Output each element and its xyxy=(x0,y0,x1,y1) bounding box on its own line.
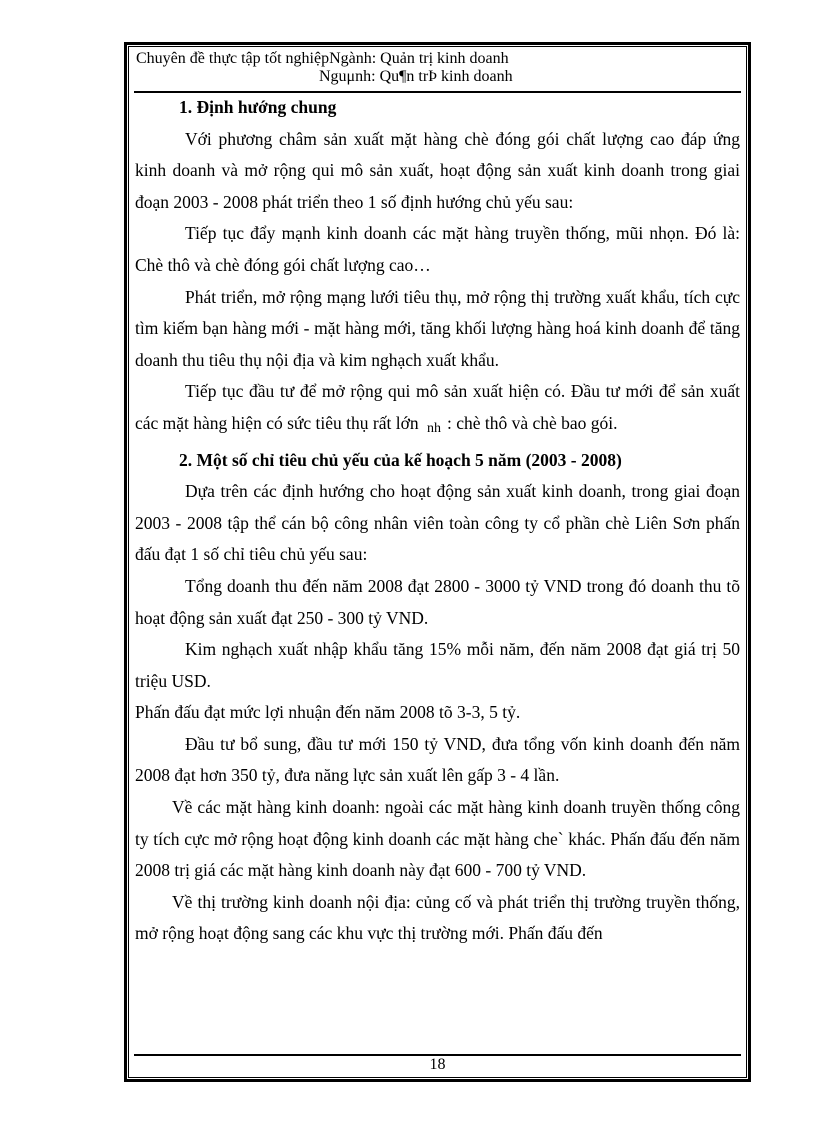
section-1-paragraph-4-text: Tiếp tục đầu tư để mở rộng qui mô sản xuất hiện có. Đầu tư mới để sản xuất các mặt hàng hiện có sức tiêu thụ rất lớn xyxy=(135,381,740,433)
document-body xyxy=(135,92,740,950)
section-1-paragraph-1: Với phương châm sản xuất mặt hàng chè đóng gói chất lượng cao đáp ứng kinh doanh và mở rộng qui mô sản xuất, hoạt động sản xuất kinh doanh trong giai đoạn 2003 - 2008 phát triển theo 1 số định hướng chủ yếu sau: xyxy=(135,128,740,212)
section-1-paragraph-3: Phát triển, mở rộng mạng lưới tiêu thụ, mở rộng thị trường xuất khẩu, tích cực tìm kiếm bạn hàng mới - mặt hàng mới, tăng khối lượng hàng hoá kinh doanh để tăng doanh thu tiêu thụ nội địa và kim nghạch xuất khẩu. xyxy=(135,286,740,370)
section-2-paragraph-7: Về thị trường kinh doanh nội địa: củng cố và phát triển thị trường truyền thống, mở rộng hoạt động sang các khu vực thị trường mới. Phấn đấu đến xyxy=(135,891,740,944)
header-line-2: Nguμnh: Qu¶n trÞ kinh doanh xyxy=(319,68,513,85)
section-2-paragraph-4: Phấn đấu đạt mức lợi nhuận đến năm 2008 tõ 3-3, 5 tỷ. xyxy=(135,702,521,723)
section-2-paragraph-2: Tổng doanh thu đến năm 2008 đạt 2800 - 3000 tỷ VND trong đó doanh thu tõ hoạt động sản xuất đạt 250 - 300 tỷ VND. xyxy=(135,575,740,628)
section-2-paragraph-3: Kim nghạch xuất nhập khẩu tăng 15% mỗi năm, đến năm 2008 đạt giá trị 50 triệu USD. xyxy=(135,639,740,691)
section-2-paragraph-5: Đầu tư bổ sung, đầu tư mới 150 tỷ VND, đưa tổng vốn kinh doanh đến năm 2008 đạt hơn 350 tỷ, đưa năng lực sản xuất lên gấp 3 - 4 lần. xyxy=(135,733,740,786)
header-line-1: Chuyên đề thực tập tốt nghiệpNgành: Quản trị kinh doanh xyxy=(136,50,509,67)
section-1-paragraph-2: Tiếp tục đẩy mạnh kinh doanh các mặt hàng truyền thống, mũi nhọn. Đó là: Chè thô và chè đóng gói chất lượng cao… xyxy=(135,223,740,275)
section-1-paragraph-4 xyxy=(135,376,740,444)
section-1-paragraph-4-subscript: nh xyxy=(426,420,441,436)
section-2-heading: 2. Một số chỉ tiêu chủ yếu của kế hoạch 5 năm (2003 - 2008) xyxy=(179,449,622,470)
section-2-paragraph-6: Về các mặt hàng kinh doanh: ngoài các mặt hàng kinh doanh truyền thống công ty tích cực mở rộng hoạt động kinh doanh các mặt hàng che` khác. Phấn đấu đến năm 2008 trị giá các mặt hàng kinh doanh này đạt 600 - 700 tỷ VND. xyxy=(135,797,740,881)
page-number: 18 xyxy=(429,1056,446,1073)
section-1-paragraph-4-tail: : chè thô và chè bao gói. xyxy=(446,412,618,433)
page-header xyxy=(136,50,736,86)
section-1-heading: 1. Định hướng chung xyxy=(179,97,337,117)
section-2-paragraph-1: Dựa trên các định hướng cho hoạt động sản xuất kinh doanh, trong giai đoạn 2003 - 2008 tập thể cán bộ công nhân viên toàn công ty cổ phần chè Liên Sơn phấn đấu đạt 1 số chỉ tiêu chủ yếu sau: xyxy=(135,481,740,565)
